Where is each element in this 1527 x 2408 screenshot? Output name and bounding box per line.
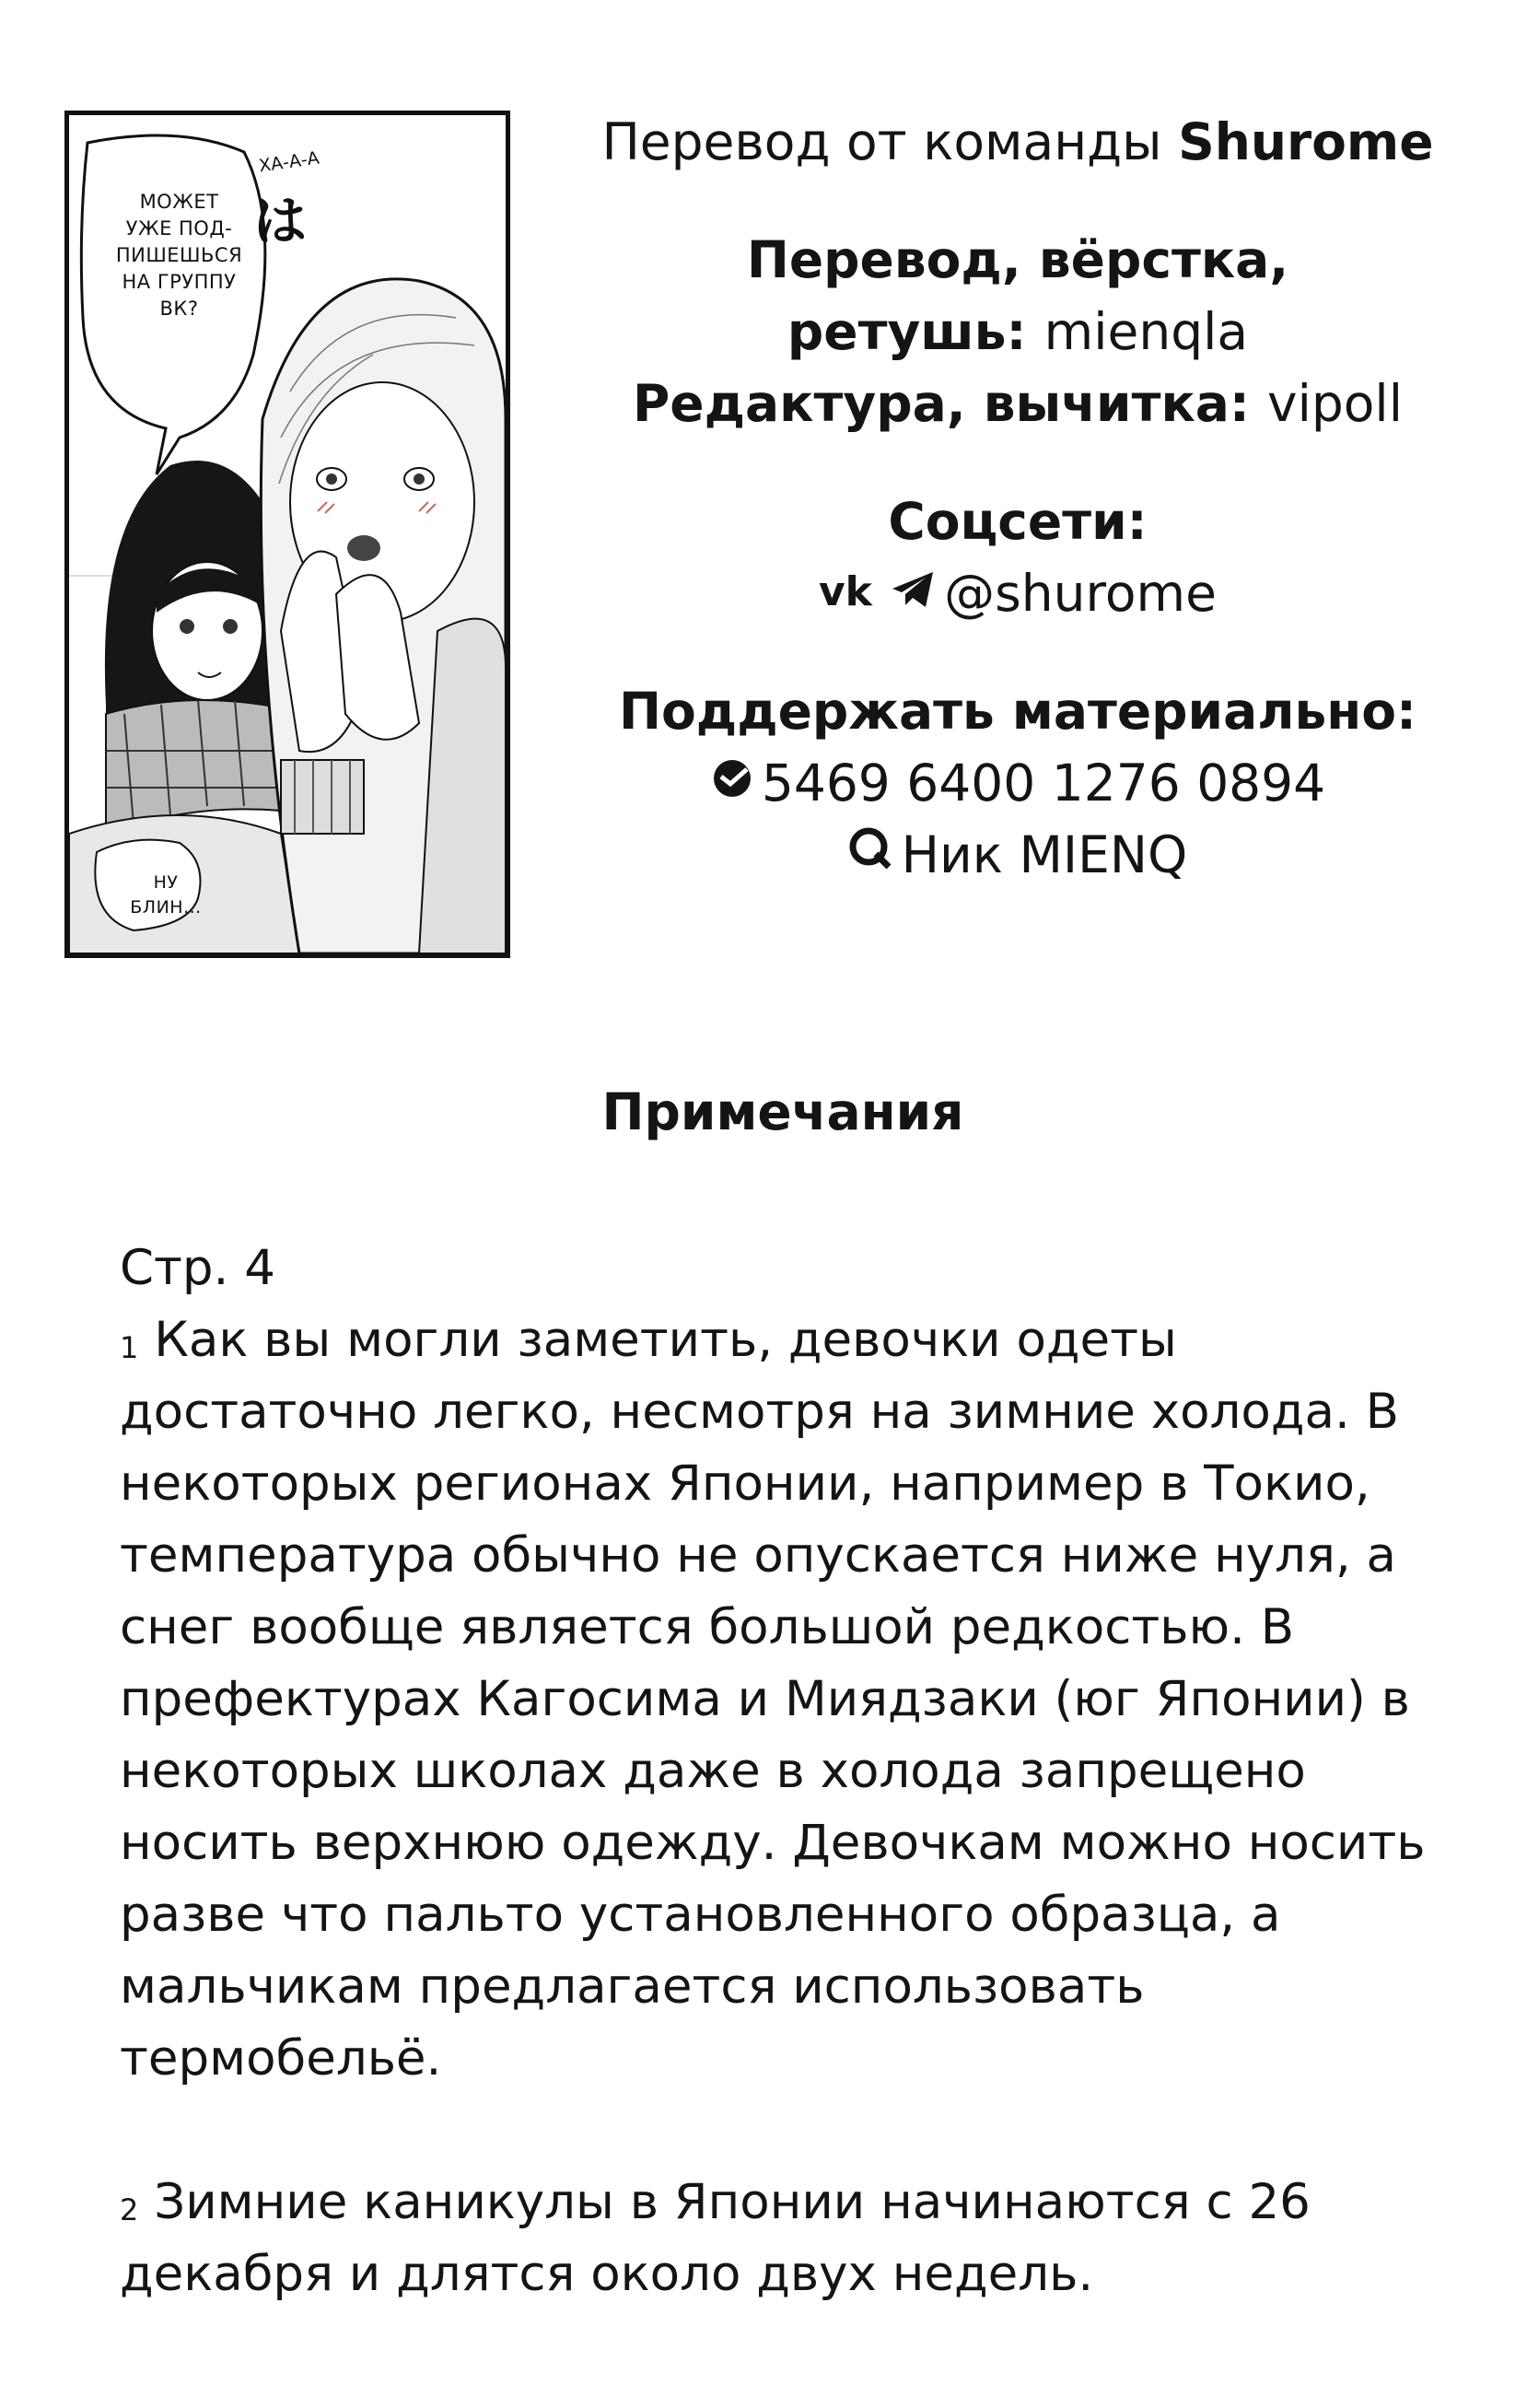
vk-icon[interactable] (819, 557, 883, 629)
bubble-2-text: НУ БЛИН... (130, 872, 202, 918)
qiwi-icon (848, 819, 894, 891)
note-1: $^1$ Как вы могли заметить, девочки одеты достаточно легко, несмотря на зимние холода. В некоторых регионах Японии, например в Токио, температура обычно не опускается ниже нуля, а снег вообще является большой редкостью. В префектурах Кагосима и Миядзаки (юг Японии) в некоторых школах даже в холода запрещено носить верхнюю одежду. Девочкам можно носить разве что пальто установленного образца, а мальчикам предлагается использовать термобельё. (120, 1312, 1426, 2087)
team-line: Перевод от команды Shurome (601, 112, 1434, 171)
light-haired-girl (261, 279, 506, 953)
nick-row: Ник MIENQ (553, 819, 1483, 891)
retouch-line: ретушь: mienqla (787, 302, 1249, 361)
sfx-small: ХА-А-А (257, 147, 321, 177)
card-row: 5469 6400 1276 0894 (553, 747, 1483, 819)
support-title: Поддержать материально: (618, 682, 1417, 741)
notes-title: Примечания (601, 1082, 964, 1141)
socials-title: Соцсети: (888, 492, 1148, 551)
editor-line: Редактура, вычитка: vipoll (633, 374, 1403, 433)
telegram-icon[interactable] (891, 557, 937, 629)
svg-text:vk: vk (819, 570, 873, 611)
sberbank-icon (710, 747, 754, 819)
socials-row: vk @shurome (553, 557, 1483, 629)
bubble-1-text: МОЖЕТ УЖЕ ПОД- ПИШЕШЬСЯ НА ГРУППУ ВК? (115, 191, 243, 320)
notes-body (120, 1233, 1483, 2310)
manga-panel (64, 111, 510, 958)
footnote-marker-1: 1 (120, 1330, 139, 1365)
page-ref: Стр. 4 (120, 1240, 275, 1296)
footnote-marker-2: 2 (120, 2192, 139, 2227)
credit-role-line: Перевод, вёрстка, (746, 230, 1289, 289)
credits-block (553, 106, 1483, 891)
sfx-big: は (253, 190, 308, 252)
note-2: $^2$ Зимние каникулы в Японии начинаются с 26 декабря и длятся около двух недель. (120, 2174, 1311, 2302)
